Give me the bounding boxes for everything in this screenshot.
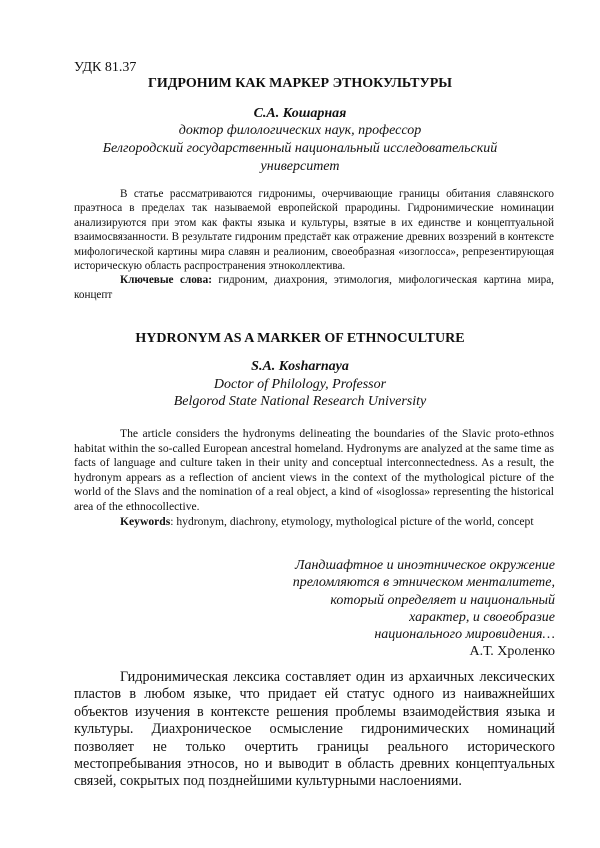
affiliation-en: Belgorod State National Research University xyxy=(173,394,427,409)
keywords-label-ru: Ключевые слова: xyxy=(120,274,212,287)
abstract-ru xyxy=(74,187,554,302)
affiliation-line2-ru: университет xyxy=(260,159,340,174)
keywords-en xyxy=(74,515,554,530)
keywords-list-en: : hydronym, diachrony, etymology, mythological picture of the world, concept xyxy=(170,514,534,528)
epigraph-line: преломляются в этническом менталитете, xyxy=(292,575,555,591)
epigraph xyxy=(235,557,555,661)
author-affiliation-en xyxy=(40,376,560,410)
article-title-ru: ГИДРОНИМ КАК МАРКЕР ЭТНОКУЛЬТУРЫ xyxy=(147,76,453,91)
epigraph-line: который определяет и национальный xyxy=(330,592,555,608)
udk-code: УДК 81.37 xyxy=(74,60,137,75)
author-name-ru: С.А. Кошарная xyxy=(253,106,347,121)
keywords-label-en: Keywords xyxy=(120,514,171,528)
keywords-ru xyxy=(74,273,554,302)
epigraph-author: А.Т. Хроленко xyxy=(469,644,555,660)
affiliation-line1-ru: Белгородский государственный национальный исследовательский xyxy=(102,141,498,156)
body-paragraph: Гидронимическая лексика составляет один из архаичных лексических пластов в любом языке, что придает ей статус одного из наиважнейших объектов изучения в контексте решения проблемы взаимодействия языка и культуры. Диахроническое осмысление гидронимических номинаций позволяет не только очертить границы реального исторического местопребывания этносов, но и выводит в область древних концептуальных связей, сокрытых под позднейшими культурными наслоениями. xyxy=(74,669,555,790)
body-text xyxy=(74,669,555,791)
abstract-text-en: The article considers the hydronyms delineating the boundaries of the Slavic proto-ethnos habitat within the so-called European ancestral homeland. Hydronyms are analyzed at the same time as facts of language and culture taken in their unity and conceptual interconnectedness. As a result, the hydronym appears as a reflection of ancient views in the context of the mythological picture of the world of the Slavs and the nomination of a real object, a kind of «isoglossa» representing the historical area of the ethnocollective. xyxy=(74,427,554,513)
author-position-en: Doctor of Philology, Professor xyxy=(213,377,387,392)
epigraph-line: характер, и своеобразие xyxy=(409,609,555,625)
author-position-ru: доктор филологических наук, профессор xyxy=(178,123,422,138)
keywords-list-ru: гидроним, диахрония, этимология, мифологическая картина мира, концепт xyxy=(74,274,554,301)
article-title-en: HYDRONYM AS A MARKER OF ETHNOCULTURE xyxy=(135,331,465,346)
abstract-en xyxy=(74,427,554,529)
author-name-en: S.A. Kosharnaya xyxy=(251,359,349,374)
abstract-text-ru: В статье рассматриваются гидронимы, очерчивающие границы обитания славянского праэтноса в пределах так называемой европейской прародины. Гидронимические номинации анализируются при этом как факты языка и культуры, взятые в их единстве и концептуальной взаимосвязанности. В результате гидроним предстаёт как отражение древних воззрений в контексте мифологической картины мира славян и реалионим, своеобразная «изоглосса», репрезентирующая историческую область распространения этноколлектива. xyxy=(74,188,554,273)
author-affiliation-ru xyxy=(60,122,540,176)
epigraph-line: Ландшафтное и иноэтническое окружение xyxy=(295,558,555,573)
epigraph-line: национального мировидения… xyxy=(374,627,555,643)
